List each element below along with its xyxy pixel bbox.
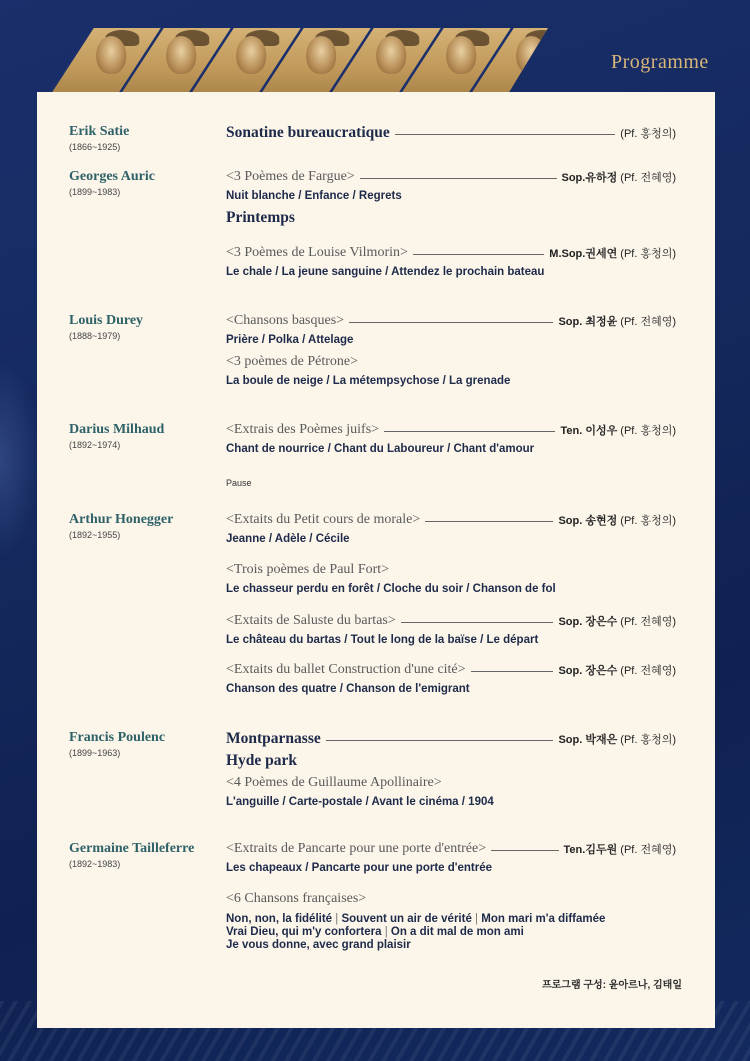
composer-name: Erik Satie: [69, 124, 130, 139]
composer-name: Darius Milhaud: [69, 422, 165, 437]
work-item: [226, 752, 676, 770]
leader-line: [491, 850, 558, 851]
work-item: [226, 209, 676, 227]
song-list: L'anguille / Carte-postale / Avant le cinéma / 1904: [226, 796, 494, 808]
composer-name: Arthur Honegger: [69, 512, 174, 527]
work-title: <3 Poèmes de Louise Vilmorin>: [226, 245, 408, 260]
pianist: (Pf. 전혜영): [620, 316, 676, 328]
leader-line: [401, 622, 554, 623]
work-item: [226, 169, 676, 202]
song-list: Le chasseur perdu en forêt / Cloche du soir / Chanson de fol: [226, 583, 556, 595]
singer: Sop. 송현정: [558, 515, 618, 527]
work-item: [226, 512, 676, 545]
work-item: [226, 422, 676, 455]
song-list: Les chapeaux / Pancarte pour une porte d'entrée: [226, 862, 493, 874]
work-title: <Extaits de Saluste du bartas>: [226, 613, 396, 628]
work-item: [226, 354, 676, 387]
song-list: Chanson des quatre / Chanson de l'emigrant: [226, 683, 470, 695]
composer-name: Louis Durey: [69, 313, 144, 328]
singer: M.Sop.권세연: [549, 248, 618, 260]
leader-line: [425, 521, 553, 522]
leader-line: [326, 740, 554, 741]
composer-info: [69, 169, 155, 197]
work-title: <3 Poèmes de Fargue>: [226, 169, 355, 184]
song-list: Jeanne / Adèle / Cécile: [226, 533, 350, 545]
song-list: La boule de neige / La métempsychose / La grenade: [226, 375, 511, 387]
work-title: <Extraits de Pancarte pour une porte d'entrée>: [226, 841, 487, 856]
song: Non, non, la fidélité: [226, 913, 333, 925]
song: Vrai Dieu, qui m'y confortera: [226, 926, 382, 938]
singer: Sop. 최정윤: [558, 316, 618, 328]
leader-line: [413, 254, 544, 255]
song-list: Vrai Dieu, qui m'y confortera | On a dit mal de mon ami: [226, 926, 524, 938]
song-list: Le chale / La jeune sanguine / Attendez le prochain bateau: [226, 266, 545, 278]
pianist: (Pf. 홍청의): [620, 734, 676, 746]
work-title: <Chansons basques>: [226, 313, 345, 328]
singer: Sop.유하정: [561, 172, 618, 184]
work-title: Printemps: [226, 209, 295, 226]
work-title: <3 poèmes de Pétrone>: [226, 354, 359, 369]
composer-info: [69, 841, 194, 869]
work-title: <Extaits du Petit cours de morale>: [226, 512, 421, 527]
pianist: (Pf. 홍청의): [620, 128, 676, 140]
song-list: [226, 939, 676, 951]
work-title: <4 Poèmes de Guillaume Apollinaire>: [226, 775, 442, 790]
work-item: [226, 245, 676, 278]
song: Mon mari m'a diffamée: [481, 913, 606, 925]
work-title: <Trois poèmes de Paul Fort>: [226, 562, 390, 577]
programme-credit: 프로그램 구성: 윤아르나, 김태일: [541, 980, 682, 991]
pianist: (Pf. 전혜영): [620, 616, 676, 628]
leader-line: [360, 178, 557, 179]
composer-years: (1892~1983): [69, 859, 121, 869]
work-title: Montparnasse: [226, 730, 321, 747]
song: Je vous donne, avec grand plaisir: [226, 939, 411, 951]
work-item: [226, 613, 676, 646]
singer: Ten.김두원: [563, 844, 618, 856]
song-list: Chant de nourrice / Chant du Laboureur / Chant d'amour: [226, 443, 535, 455]
composer-info: [69, 124, 129, 152]
song: Souvent un air de vérité: [341, 913, 472, 925]
work-item: [226, 313, 676, 346]
singer: Sop. 박재은: [558, 734, 618, 746]
singer: Sop. 장은수: [558, 616, 618, 628]
work-title: <Extaits du ballet Construction d'une cité>: [226, 662, 466, 677]
intermission-label: Pause: [226, 478, 252, 488]
work-item: [226, 662, 676, 695]
song-list: Prière / Polka / Attelage: [226, 334, 354, 346]
song-list: Nuit blanche / Enfance / Regrets: [226, 190, 402, 202]
leader-line: [395, 134, 616, 135]
leader-line: [384, 431, 555, 432]
leader-line: [349, 322, 553, 323]
work-title: <Extrais des Poèmes juifs>: [226, 422, 380, 437]
composer-years: (1866~1925): [69, 142, 121, 152]
composer-info: [69, 313, 143, 341]
composer-name: Germaine Tailleferre: [69, 841, 195, 856]
work-item: [226, 730, 676, 748]
singer: Ten. 이성우: [560, 425, 618, 437]
singer: Sop. 장은수: [558, 665, 618, 677]
pianist: (Pf. 전혜영): [620, 665, 676, 677]
composer-years: (1899~1963): [69, 748, 121, 758]
pianist: (Pf. 전혜영): [620, 172, 676, 184]
composer-years: (1888~1979): [69, 331, 121, 341]
composer-info: [69, 512, 173, 540]
composer-name: Francis Poulenc: [69, 730, 166, 745]
work-item: [226, 775, 676, 808]
song-list: Non, non, la fidélité | Souvent un air de vérité | Mon mari m'a diffamée: [226, 913, 606, 925]
work-title: <6 Chansons françaises>: [226, 891, 367, 906]
song: On a dit mal de mon ami: [390, 926, 524, 938]
song-list: Le château du bartas / Tout le long de la baïse / Le départ: [226, 634, 539, 646]
work-item: [226, 124, 676, 142]
background-glow: [0, 360, 40, 560]
work-item: [226, 841, 676, 874]
composer-info: [69, 422, 164, 450]
composer-years: (1899~1983): [69, 187, 121, 197]
work-item: [226, 562, 676, 595]
programme-sheet: [37, 92, 715, 1028]
composer-name: Georges Auric: [69, 169, 155, 184]
composer-portrait-banner: [48, 28, 548, 94]
pianist: (Pf. 홍청의): [620, 425, 676, 437]
leader-line: [471, 671, 554, 672]
work-item: [226, 891, 676, 951]
composer-info: [69, 730, 165, 758]
pianist: (Pf. 전혜영): [620, 844, 676, 856]
work-title: Hyde park: [226, 752, 298, 769]
page-title: Programme: [611, 51, 709, 73]
work-title: Sonatine bureaucratique: [226, 124, 390, 141]
pianist: (Pf. 홍청의): [620, 515, 676, 527]
pianist: (Pf. 홍청의): [620, 248, 676, 260]
composer-years: (1892~1974): [69, 440, 121, 450]
composer-years: (1892~1955): [69, 530, 121, 540]
